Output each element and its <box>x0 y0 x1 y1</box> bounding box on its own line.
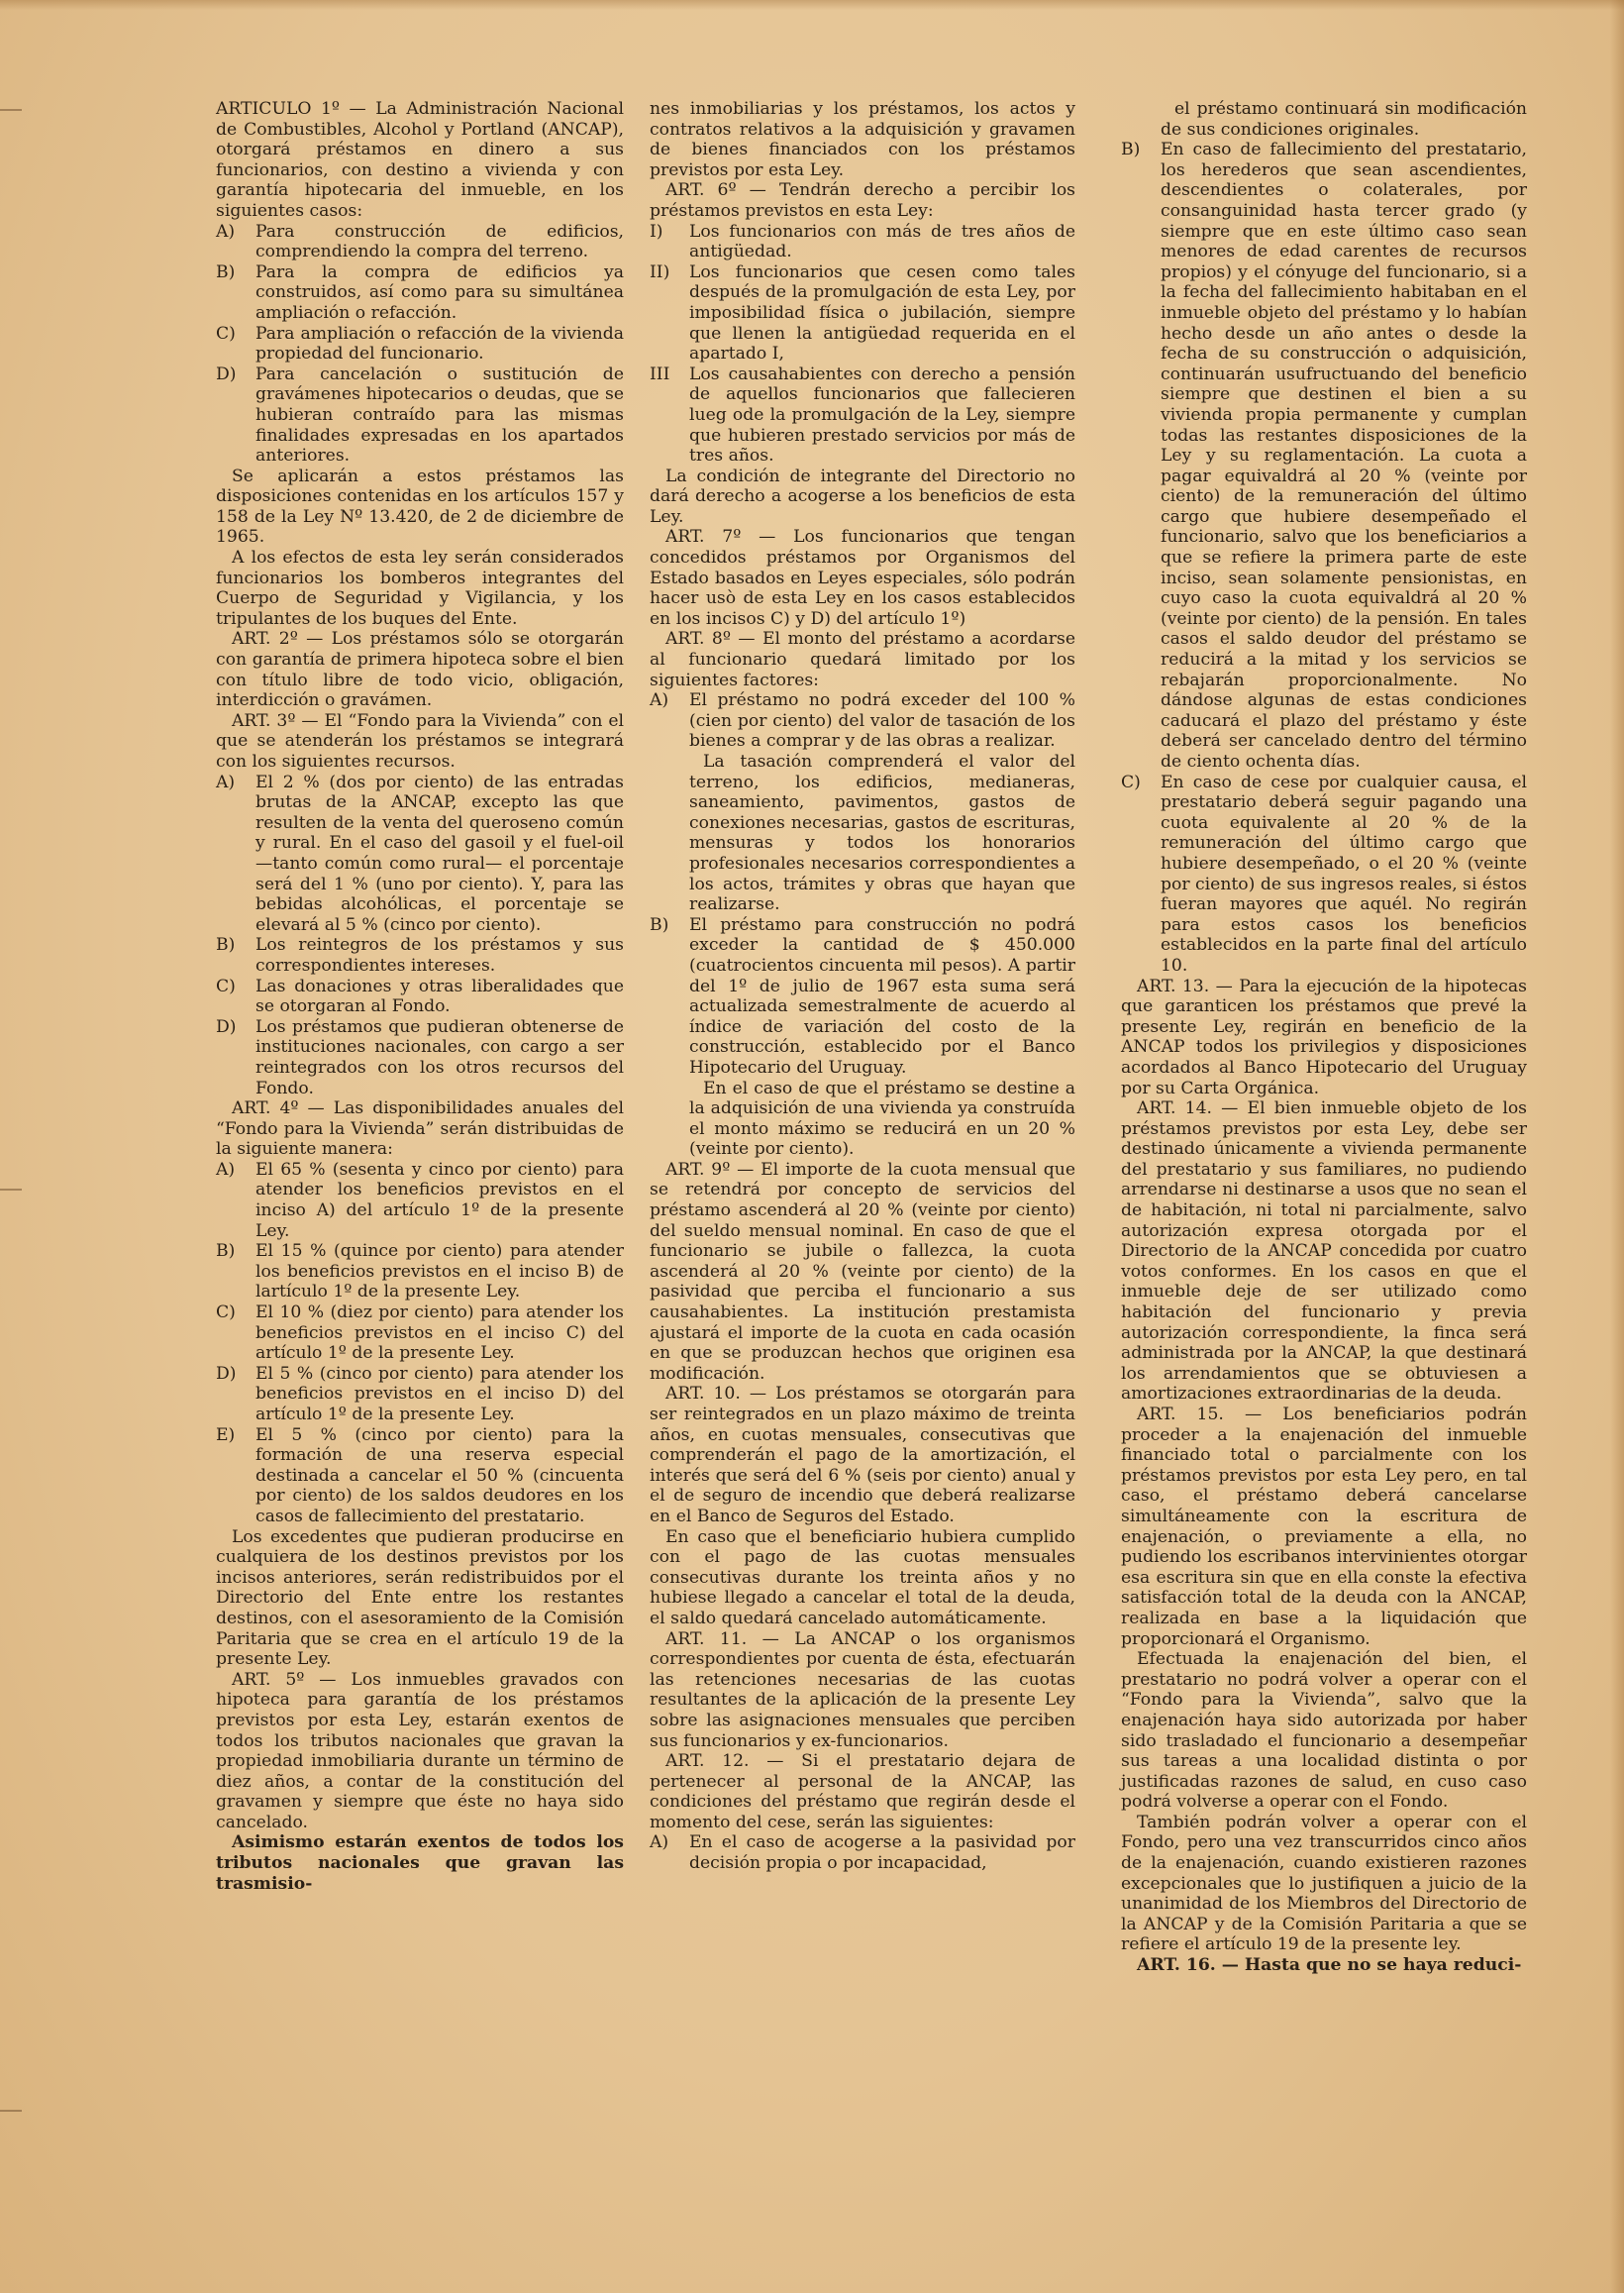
paragraph: A los efectos de esta ley serán considerados funcionarios los bomberos integrantes del Cuerpo de Seguridad y Vigilancia, y los tripulantes de los buques del Ente. <box>216 548 624 629</box>
list-item-text: El préstamo para construcción no podrá exceder la cantidad de $ 450.000 (cuatrocientos cincuenta mil pesos). A partir del 1º de julio de 1967 esta suma será actualizada semestralmente de acuerdo al índice de variación del costo de la construcción, establecido por el Banco Hipotecario del Uruguay. <box>689 914 1075 1078</box>
list-item-text: Las donaciones y otras liberalidades que se otorgaran al Fondo. <box>255 976 624 1017</box>
list-item-text: Para cancelación o sustitución de gravámenes hipotecarios o deudas, que se hubieran contraído para las mismas finalidades expresadas en los apartados anteriores. <box>255 364 624 467</box>
list-item-label: D) <box>216 364 237 384</box>
list-item-text: El 15 % (quince por ciento) para atender los beneficios previstos en el inciso B) de lartículo 1º de la presente Ley. <box>255 1241 624 1303</box>
list-item <box>650 365 1075 467</box>
indent-spacer <box>650 752 689 915</box>
indent-spacer <box>650 1079 689 1160</box>
list-item-text: En el caso de acogerse a la pasividad por decisión propia o por incapacidad, <box>689 1832 1075 1874</box>
paragraph: ART. 12. — Si el prestatario dejara de pertenecer al personal de la ANCAP, las condiciones del préstamo que regirán desde el momento del cese, serán las siguientes: <box>650 1751 1075 1832</box>
list-item <box>650 915 1075 1079</box>
list-item-label: B) <box>650 914 669 935</box>
list-item-text: El 5 % (cinco por ciento) para la formación de una reserva especial destinada a cancelar el 50 % (cincuenta por ciento) de los saldos deudores en los casos de fallecimiento del prestatario. <box>255 1424 624 1526</box>
paper-edge-top <box>0 0 1624 10</box>
list-item <box>216 935 624 976</box>
paragraph: ART. 14. — El bien inmueble objeto de los préstamos previstos por esta Ley, debe ser destinado únicamente a vivienda permanente del prestatario y sus familiares, no pudiendo arrendarse ni destinarse a usos que no sean el de habitación, ni total ni parcialmente, salvo autorización expresa otorgada por el Directorio de la ANCAP concedida por cuatro votos conformes. En los casos en que el inmueble deje de ser utilizado como habitación del funcionario y previa autorización correspondiente, la finca será administrada por la ANCAP, la que destinará los arrendamientos que se obtuviesen a amortizaciones extraordinarias de la deuda. <box>1121 1098 1527 1405</box>
list-item <box>216 773 624 936</box>
list-item-label: A) <box>650 1832 669 1853</box>
paragraph: Se aplicarán a estos préstamos las disposiciones contenidas en los artículos 157 y 158 de la Ley Nº 13.420, de 2 de diciembre de 1965. <box>216 466 624 548</box>
text-column-middle <box>650 99 1075 1874</box>
paragraph: ART. 13. — Para la ejecución de la hipotecas que garanticen los préstamos que prevé la presente Ley, regirán en beneficio de la ANCAP todos los privilegios y disposiciones acordados al Banco Hipotecario del Uruguay por su Carta Orgánica. <box>1121 976 1527 1098</box>
subparagraph <box>1121 99 1527 140</box>
paragraph: ART. 15. — Los beneficiarios podrán proceder a la enajenación del inmueble financiado total o parcialmente con los préstamos previstos por esta Ley pero, en tal caso, el préstamo deberá cancelarse simultáneamente con la escritura de enajenación, o previamente a ella, no pudiendo los escribanos intervinientes otorgar esa escritura sin que en ella conste la efectiva satisfacción total de la deuda con la ANCAP, realizada en base a la liquidación que proporcionará el Organismo. <box>1121 1405 1527 1649</box>
margin-mark <box>0 2110 22 2112</box>
list-item-label: B) <box>216 935 236 956</box>
paragraph: ART. 6º — Tendrán derecho a percibir los préstamos previstos en esta Ley: <box>650 180 1075 221</box>
paragraph: ART. 10. — Los préstamos se otorgarán para ser reintegrados en un plazo máximo de treinta años, en cuotas mensuales, consecutivas que comprenderán el pago de la amortización, el interés que será del 6 % (seis por ciento) anual y el de seguro de incendio que deberá realizarse en el Banco de Seguros del Estado. <box>650 1384 1075 1526</box>
list-item-label: B) <box>216 1241 236 1262</box>
margin-mark <box>0 109 22 111</box>
list-item <box>216 1303 624 1364</box>
subparagraph <box>650 1079 1075 1160</box>
list-item-label: A) <box>216 1159 236 1180</box>
paragraph: ART. 4º — Las disponibilidades anuales del “Fondo para la Vivienda” serán distribuidas de la siguiente manera: <box>216 1098 624 1160</box>
paragraph: ART. 3º — El “Fondo para la Vivienda” con el que se atenderán los préstamos se integrará con los siguientes recursos. <box>216 710 624 772</box>
list-item-text: El 10 % (diez por ciento) para atender los beneficios previstos en el inciso C) del artículo 1º de la presente Ley. <box>255 1303 624 1364</box>
paragraph: ART. 9º — El importe de la cuota mensual que se retendrá por concepto de servicios del préstamo ascenderá al 20 % (veinte por ciento) del sueldo mensual nominal. En caso de que el funcionario se jubile o fallezca, la cuota ascenderá al 20 % (veinte por ciento) de la pasividad que perciba el funcionario a sus causahabientes. La institución prestamista ajustará el importe de la cuota en cada ocasión en que se produzcan hechos que originen esa modificación. <box>650 1159 1075 1384</box>
list-item <box>216 324 624 365</box>
list-item-text: Para construcción de edificios, comprendiendo la compra del terreno. <box>255 221 624 262</box>
paper-edge-right <box>1610 0 1624 2293</box>
list-item-text: El préstamo no podrá exceder del 100 % (cien por ciento) del valor de tasación de los bienes a comprar y de las obras a realizar. <box>689 690 1075 752</box>
list-item-text: El 5 % (cinco por ciento) para atender los beneficios previstos en el inciso D) del artículo 1º de la presente Ley. <box>255 1363 624 1424</box>
list-item <box>216 977 624 1017</box>
list-item <box>1121 140 1527 772</box>
list-item-label: C) <box>216 976 236 996</box>
subparagraph-text: En el caso de que el préstamo se destine a la adquisición de una vivienda ya construída el monto máximo se reducirá en un 20 % (veinte por ciento). <box>689 1078 1075 1160</box>
list-item-text: Para la compra de edificios ya construidos, así como para su simultánea ampliación o refacción. <box>255 261 624 323</box>
list-item-text: Los funcionarios con más de tres años de antigüedad. <box>689 221 1075 262</box>
indent-spacer <box>1121 99 1161 140</box>
list-item-label: C) <box>216 323 236 344</box>
list-item <box>216 365 624 467</box>
subparagraph <box>650 752 1075 915</box>
list-item <box>216 1017 624 1098</box>
list-item-label: II) <box>650 261 670 282</box>
list-item-text: Los funcionarios que cesen como tales después de la promulgación de esta Ley, por imposibilidad física o jubilación, siempre que llenen la antigüedad requerida en el apartado I, <box>689 261 1075 365</box>
margin-mark <box>0 1189 22 1191</box>
paragraph: ART. 11. — La ANCAP o los organismos correspondientes por cuenta de ésta, efectuarán las retenciones necesarias de las cuotas resultantes de la aplicación de la presente Ley sobre las asignaciones mensuales que perciben sus funcionarios y ex-funcionarios. <box>650 1628 1075 1751</box>
paragraph: También podrán volver a operar con el Fondo, pero una vez transcurridos cinco años de la enajenación, cuando existieren razones excepcionales que lo justifiquen a juicio de la unanimidad de los Miembros del Directorio de la ANCAP y de la Comisión Paritaria a que se refiere el artículo 19 de la presente ley. <box>1121 1812 1527 1955</box>
paragraph: Efectuada la enajenación del bien, el prestatario no podrá volver a operar con el “Fondo para la Vivienda”, salvo que la enajenación haya sido autorizada por haber sido trasladado el funcionario a desempeñar sus tareas a una localidad distinta o por justificadas razones de salud, en cuso caso podrá volverse a operar con el Fondo. <box>1121 1649 1527 1813</box>
list-item <box>216 1425 624 1527</box>
paragraph: Asimismo estarán exentos de todos los tributos nacionales que gravan las trasmisio- <box>216 1832 624 1894</box>
paragraph: ART. 16. — Hasta que no se haya reduci- <box>1137 1955 1522 1976</box>
list-item-label: D) <box>216 1363 237 1384</box>
list-item-label: A) <box>216 772 236 792</box>
list-item-label: III <box>650 364 670 384</box>
paragraph: ART. 2º — Los préstamos sólo se otorgarán con garantía de primera hipoteca sobre el bien con título libre de todo vicio, obligación, interdicción o gravámen. <box>216 629 624 711</box>
list-item-text: Los reintegros de los préstamos y sus correspondientes intereses. <box>255 935 624 976</box>
list-item <box>216 222 624 262</box>
list-item-text: Los causahabientes con derecho a pensión de aquellos funcionarios que fallecieren lueg ode la promulgación de la Ley, siempre que hubieren prestado servicios por más de tres años. <box>689 364 1075 467</box>
list-item-text: Los préstamos que pudieran obtenerse de instituciones nacionales, con cargo a ser reintegrados con los otros recursos del Fondo. <box>255 1016 624 1098</box>
list-item-label: E) <box>216 1424 236 1445</box>
list-item <box>216 1160 624 1241</box>
list-item-text: En caso de cese por cualquier causa, el prestatario deberá seguir pagando una cuota equivalente al 20 % de la remuneración del último cargo que hubiere desempeñado, o el 20 % (veinte por ciento) de sus ingresos reales, si éstos fueran mayores que aquél. No regirán para estos casos los beneficios establecidos en la parte final del artículo 10. <box>1161 772 1527 976</box>
paragraph: Los excedentes que pudieran producirse en cualquiera de los destinos previstos por los incisos anteriores, serán redistribuidos por el Directorio del Ente entre los restantes destinos, con el asesoramiento de la Comisión Paritaria que se crea en el artículo 19 de la presente Ley. <box>216 1526 624 1670</box>
paragraph: nes inmobiliarias y los préstamos, los actos y contratos relativos a la adquisición y gravamen de bienes financiados con los préstamos previstos por esta Ley. <box>650 99 1075 180</box>
list-item <box>216 1364 624 1425</box>
list-item-label: A) <box>216 221 236 242</box>
text-column-left <box>216 99 624 1894</box>
list-item-text: Para ampliación o refacción de la vivienda propiedad del funcionario. <box>255 323 624 365</box>
list-item <box>650 1832 1075 1873</box>
subparagraph-text: el préstamo continuará sin modificación de sus condiciones originales. <box>1161 99 1527 140</box>
paragraph: ART. 5º — Los inmuebles gravados con hipoteca para garantía de los préstamos previstos por esta Ley, estarán exentos de todos los tributos nacionales que gravan la propiedad inmobiliaria durante un término de diez años, a contar de la constitución del gravamen y siempre que éste no haya sido cancelado. <box>216 1669 624 1832</box>
list-item <box>650 222 1075 262</box>
text-column-right <box>1121 99 1527 1976</box>
paragraph: En caso que el beneficiario hubiera cumplido con el pago de las cuotas mensuales consecutivas durante los treinta años y no hubiese llegado a cancelar el total de la deuda, el saldo quedará cancelado automáticamente. <box>650 1526 1075 1628</box>
list-item-label: A) <box>650 690 669 711</box>
list-item <box>216 262 624 324</box>
list-item-label: C) <box>1121 772 1141 792</box>
paragraph: ARTICULO 1º — La Administración Nacional de Combustibles, Alcohol y Portland (ANCAP), otorgará préstamos en dinero a sus funcionarios, con destino a vivienda y con garantía hipotecaria del inmueble, en los siguientes casos: <box>216 99 624 221</box>
list-item-label: I) <box>650 221 663 242</box>
list-item-text: En caso de fallecimiento del prestatario, los herederos que sean ascendientes, descendientes o colaterales, por consanguinidad hasta tercer grado (y siempre que en este último caso sean menores de edad carentes de recursos propios) y el cónyuge del funcionario, si a la fecha del fallecimiento habitaban en el inmueble objeto del préstamo y lo habían hecho desde un año antes o desde la fecha de su construcción o adquisición, continuarán usufructuando del beneficio siempre que destinen el bien a su vivienda propia permanente y cumplan todas las restantes disposiciones de la Ley y su reglamentación. La cuota a pagar equivaldrá al 20 % (veinte por ciento) de la remuneración del último cargo que hubiere desempeñado el funcionario, salvo que los beneficiarios a que se refiere la primera parte de este inciso, sean solamente pensionistas, en cuyo caso la cuota equivaldrá al 20 % (veinte por ciento) de la pensión. En tales casos el saldo deudor del préstamo se reducirá a la mitad y los servicios se rebajarán proporcionalmente. No dándose algunas de estas condiciones caducará el plazo del préstamo y éste deberá ser cancelado dentro del término de ciento ochenta días. <box>1161 140 1527 772</box>
list-item-text: El 65 % (sesenta y cinco por ciento) para atender los beneficios previstos en el inciso A) del artículo 1º de la presente Ley. <box>255 1159 624 1241</box>
list-item-label: C) <box>216 1303 236 1323</box>
list-item <box>650 690 1075 752</box>
list-item <box>1121 773 1527 977</box>
list-item-label: D) <box>216 1016 237 1037</box>
list-item <box>650 262 1075 365</box>
list-item <box>216 1241 624 1303</box>
paragraph: ART. 8º — El monto del préstamo a acordarse al funcionario quedará limitado por los siguientes factores: <box>650 629 1075 690</box>
paragraph: ART. 7º — Los funcionarios que tengan concedidos préstamos por Organismos del Estado basados en Leyes especiales, sólo podrán hacer usò de esta Ley en los casos establecidos en los incisos C) y D) del artículo 1º) <box>650 527 1075 629</box>
paragraph: La condición de integrante del Directorio no dará derecho a acogerse a los beneficios de esta Ley. <box>650 466 1075 527</box>
list-item-label: B) <box>1121 140 1141 160</box>
list-item-text: El 2 % (dos por ciento) de las entradas brutas de la ANCAP, excepto las que resulten de la venta del queroseno común y rural. En el caso del gasoil y el fuel-oil —tanto común como rural— el porcentaje será del 1 % (uno por ciento). Y, para las bebidas alcohólicas, el porcentaje se elevará al 5 % (cinco por ciento). <box>255 772 624 935</box>
list-item-label: B) <box>216 261 236 282</box>
subparagraph-text: La tasación comprenderá el valor del terreno, los edificios, medianeras, saneamiento, pavimentos, gastos de conexiones necesarias, gastos de escrituras, mensuras y todos los honorarios profesionales necesarios correspondientes a los actos, trámites y obras que hayan que realizarse. <box>689 752 1075 915</box>
